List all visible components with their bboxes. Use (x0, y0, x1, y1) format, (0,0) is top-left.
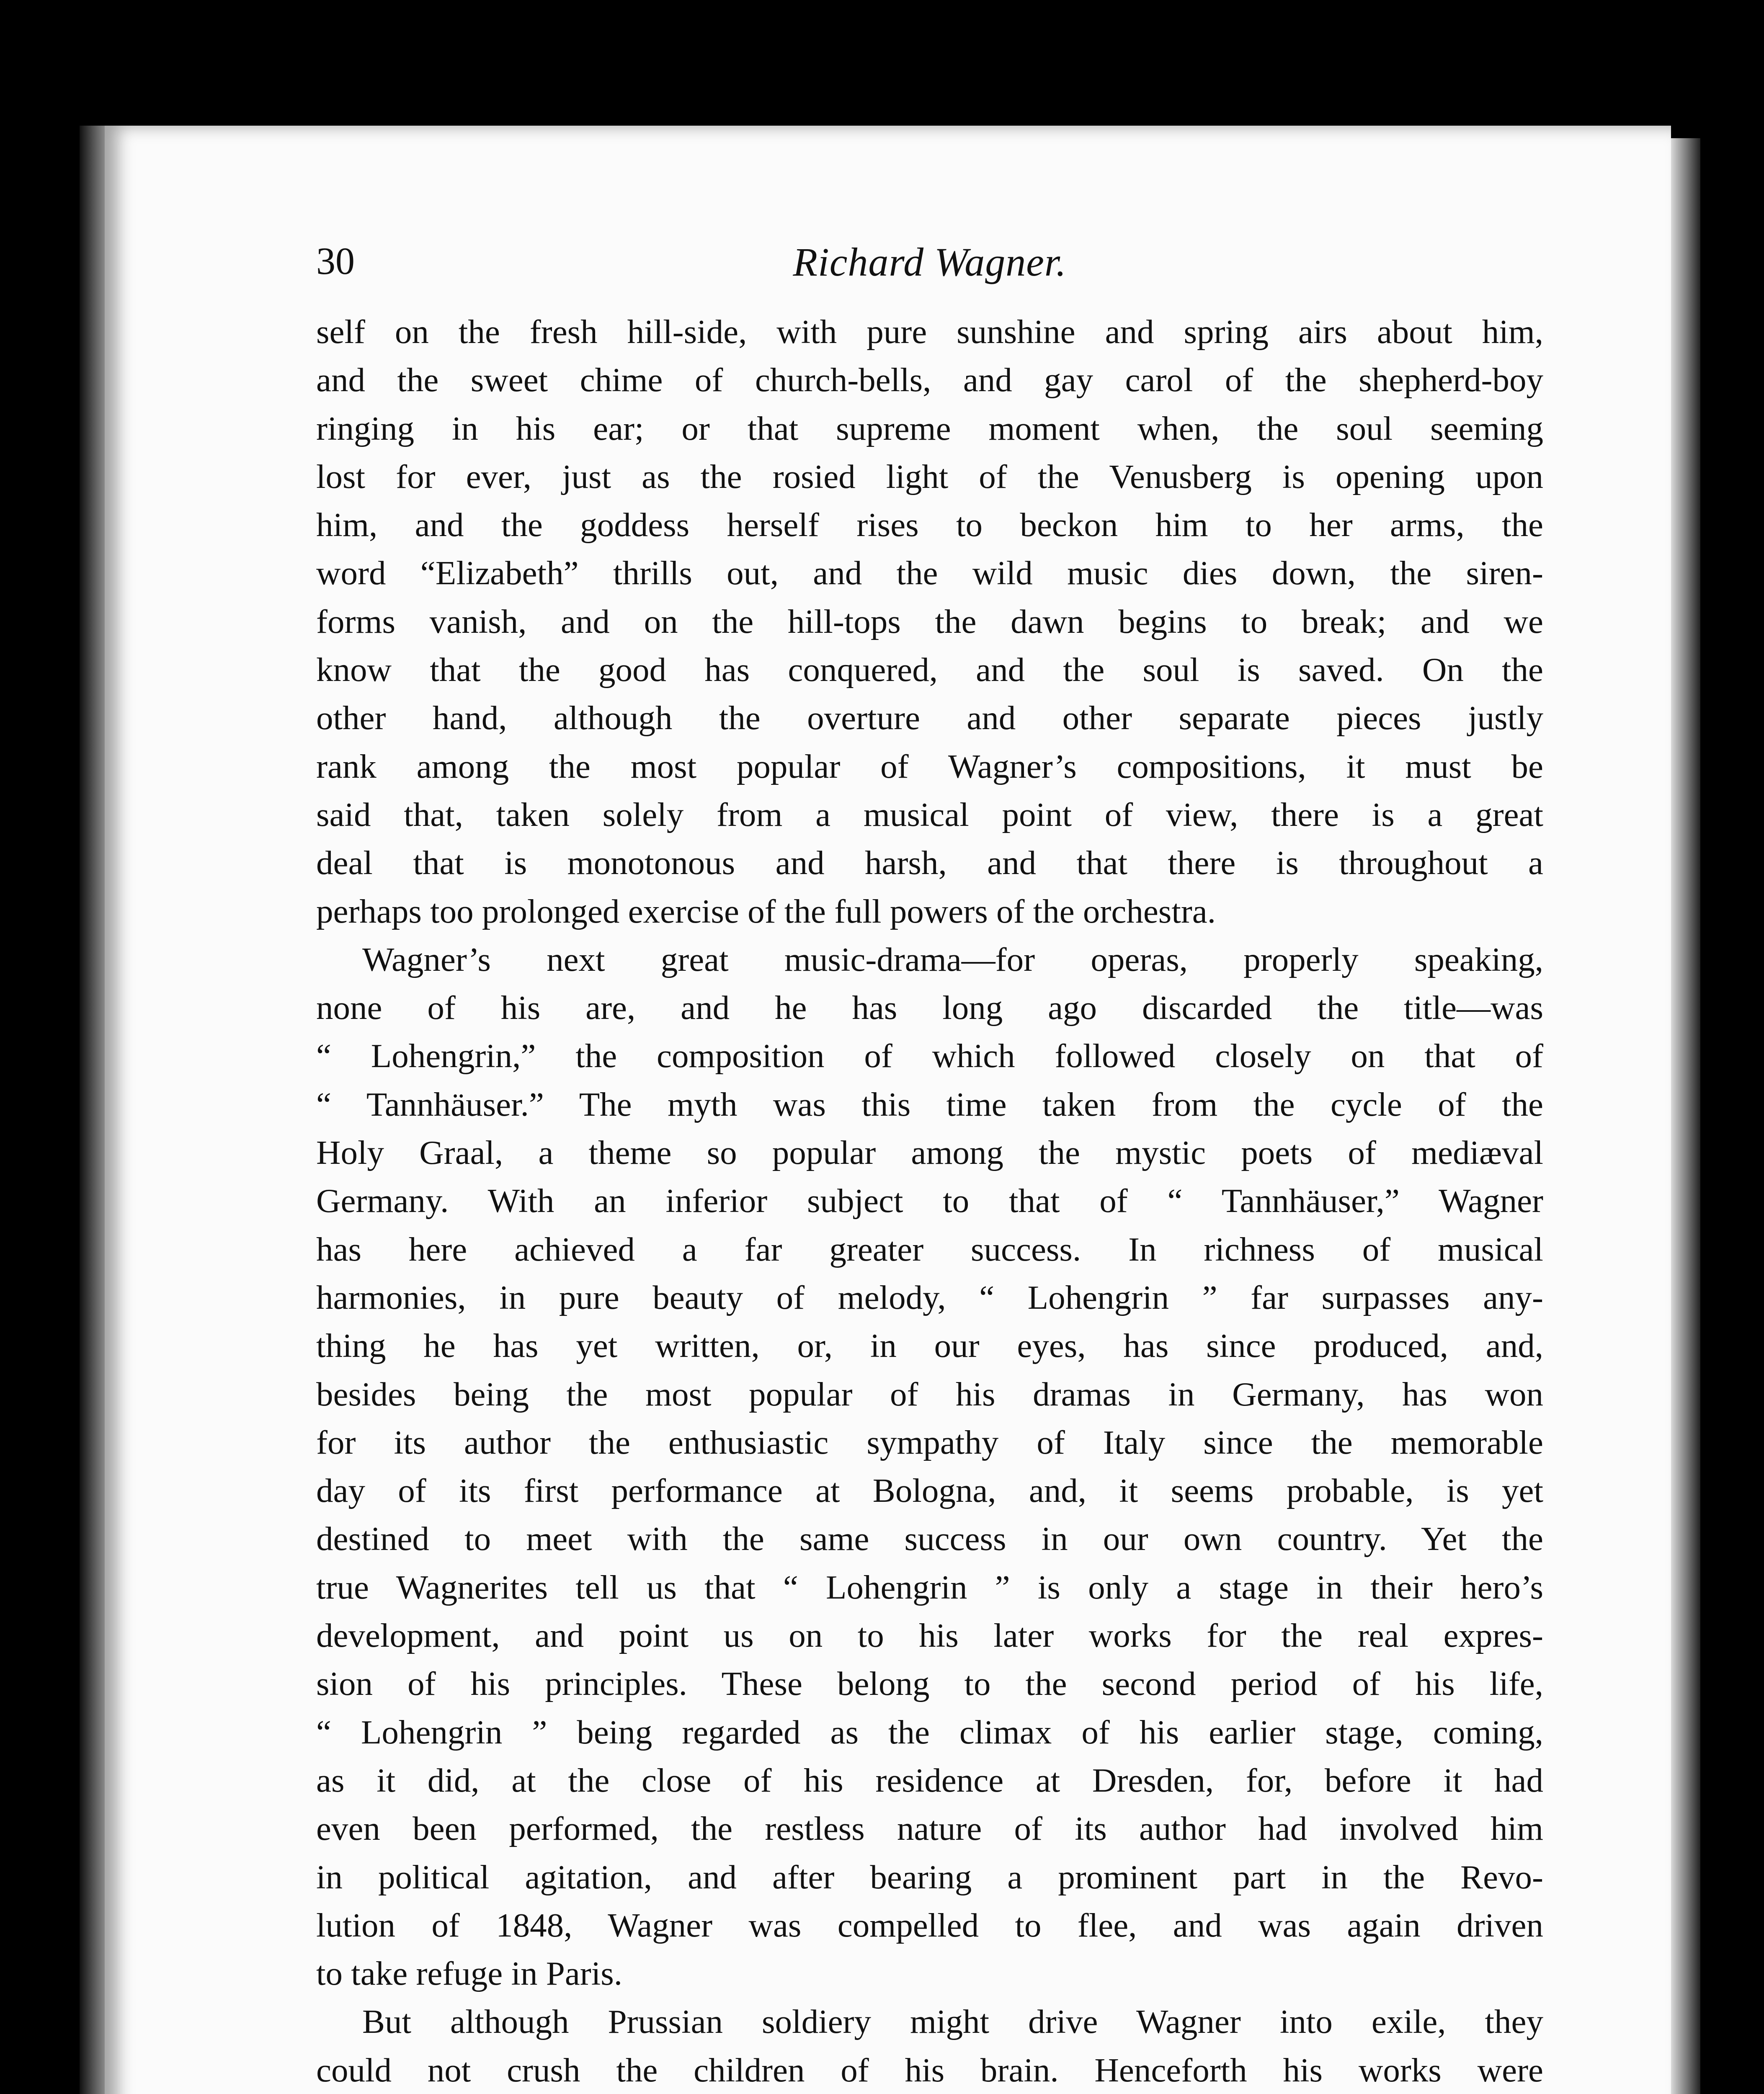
text-line: lost for ever, just as the rosied light of the Venusberg is opening upon (316, 457, 1543, 495)
text-line: him, and the goddess herself rises to beckon him to her arms, the (316, 506, 1543, 544)
text-line: to take refuge in Paris. (316, 1955, 623, 1993)
page-header (316, 239, 1543, 297)
text-line: self on the fresh hill-side, with pure sunshine and spring airs about him, (316, 313, 1543, 351)
text-line: none of his are, and he has long ago discarded the title—was (316, 989, 1543, 1027)
text-line: thing he has yet written, or, in our eyes, has since produced, and, (316, 1327, 1543, 1365)
text-line: for its author the enthusiastic sympathy of Italy since the memorable (316, 1423, 1543, 1461)
page-edge (1671, 138, 1700, 2094)
text-line: Holy Graal, a theme so popular among the mystic poets of mediæval (316, 1134, 1543, 1172)
text-line: as it did, at the close of his residence at Dresden, for, before it had (316, 1761, 1543, 1799)
text-line: harmonies, in pure beauty of melody, “ Lohengrin ” far surpasses any- (316, 1278, 1543, 1316)
page-number: 30 (316, 240, 355, 282)
text-line: word “Elizabeth” thrills out, and the wild music dies down, the siren- (316, 554, 1543, 592)
text-line: destined to meet with the same success in our own country. Yet the (316, 1520, 1543, 1558)
text-line: has here achieved a far greater success. In richness of musical (316, 1230, 1543, 1268)
text-line: deal that is monotonous and harsh, and that there is throughout a (316, 844, 1543, 882)
text-line: forms vanish, and on the hill-tops the dawn begins to break; and we (316, 602, 1543, 640)
text-line: sion of his principles. These belong to the second period of his life, (316, 1665, 1543, 1703)
text-line: day of its first performance at Bologna, and, it seems probable, is yet (316, 1472, 1543, 1510)
text-line: lution of 1848, Wagner was compelled to flee, and was again driven (316, 1906, 1543, 1944)
text-line: in political agitation, and after bearing a prominent part in the Revo- (316, 1858, 1543, 1896)
text-line: “ Tannhäuser.” The myth was this time taken from the cycle of the (316, 1085, 1543, 1123)
text-line: said that, taken solely from a musical point of view, there is a great (316, 795, 1543, 833)
text-line: But although Prussian soldiery might drive Wagner into exile, they (362, 2003, 1543, 2041)
text-line: perhaps too prolonged exercise of the full powers of the orchestra. (316, 892, 1216, 930)
text-line: even been performed, the restless nature of its author had involved him (316, 1810, 1543, 1848)
text-line: besides being the most popular of his dramas in Germany, has won (316, 1375, 1543, 1413)
text-line: other hand, although the overture and other separate pieces justly (316, 699, 1543, 737)
body-text (316, 308, 1543, 2094)
text-line: development, and point us on to his later works for the real expres- (316, 1617, 1543, 1655)
text-line: rank among the most popular of Wagner’s compositions, it must be (316, 747, 1543, 785)
text-line: Germany. With an inferior subject to that of “ Tannhäuser,” Wagner (316, 1182, 1543, 1220)
text-line: know that the good has conquered, and the soul is saved. On the (316, 651, 1543, 689)
running-title: Richard Wagner. (793, 240, 1067, 284)
text-line: “ Lohengrin,” the composition of which followed closely on that of (316, 1037, 1543, 1075)
text-line: and the sweet chime of church-bells, and gay carol of the shepherd-boy (316, 361, 1543, 399)
text-line: “ Lohengrin ” being regarded as the climax of his earlier stage, coming, (316, 1713, 1543, 1751)
text-line: ringing in his ear; or that supreme moment when, the soul seeming (316, 409, 1543, 447)
text-line: could not crush the children of his brain. Henceforth his works were (316, 2051, 1543, 2089)
text-line: Wagner’s next great music-drama—for operas, properly speaking, (362, 940, 1543, 978)
text-line: true Wagnerites tell us that “ Lohengrin ” is only a stage in their hero’s (316, 1568, 1543, 1606)
